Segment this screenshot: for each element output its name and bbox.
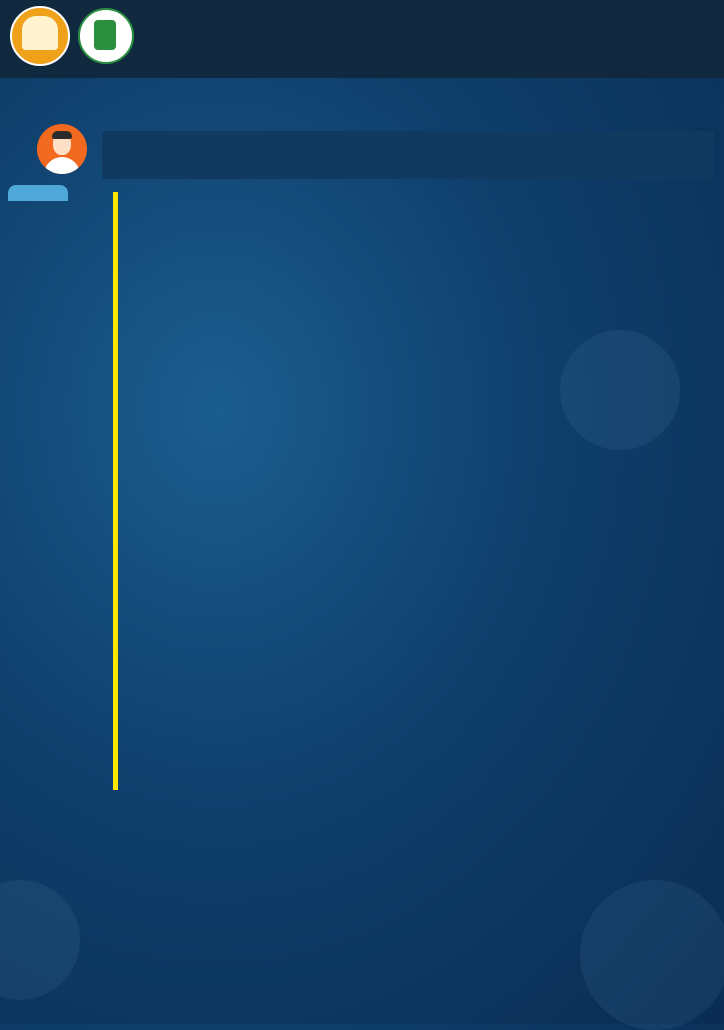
- patient-avatar-icon: [37, 124, 87, 174]
- public-health-logo: [78, 8, 134, 64]
- symptom-badge: [8, 185, 68, 201]
- province-seal-logo: [10, 6, 70, 66]
- footer-summary: [0, 828, 724, 839]
- timeline-axis: [113, 192, 118, 790]
- patient-profile: [102, 131, 714, 179]
- virus-decoration: [580, 880, 724, 1030]
- virus-decoration: [0, 880, 80, 1000]
- virus-decoration: [560, 330, 680, 450]
- header-bar: [0, 0, 724, 78]
